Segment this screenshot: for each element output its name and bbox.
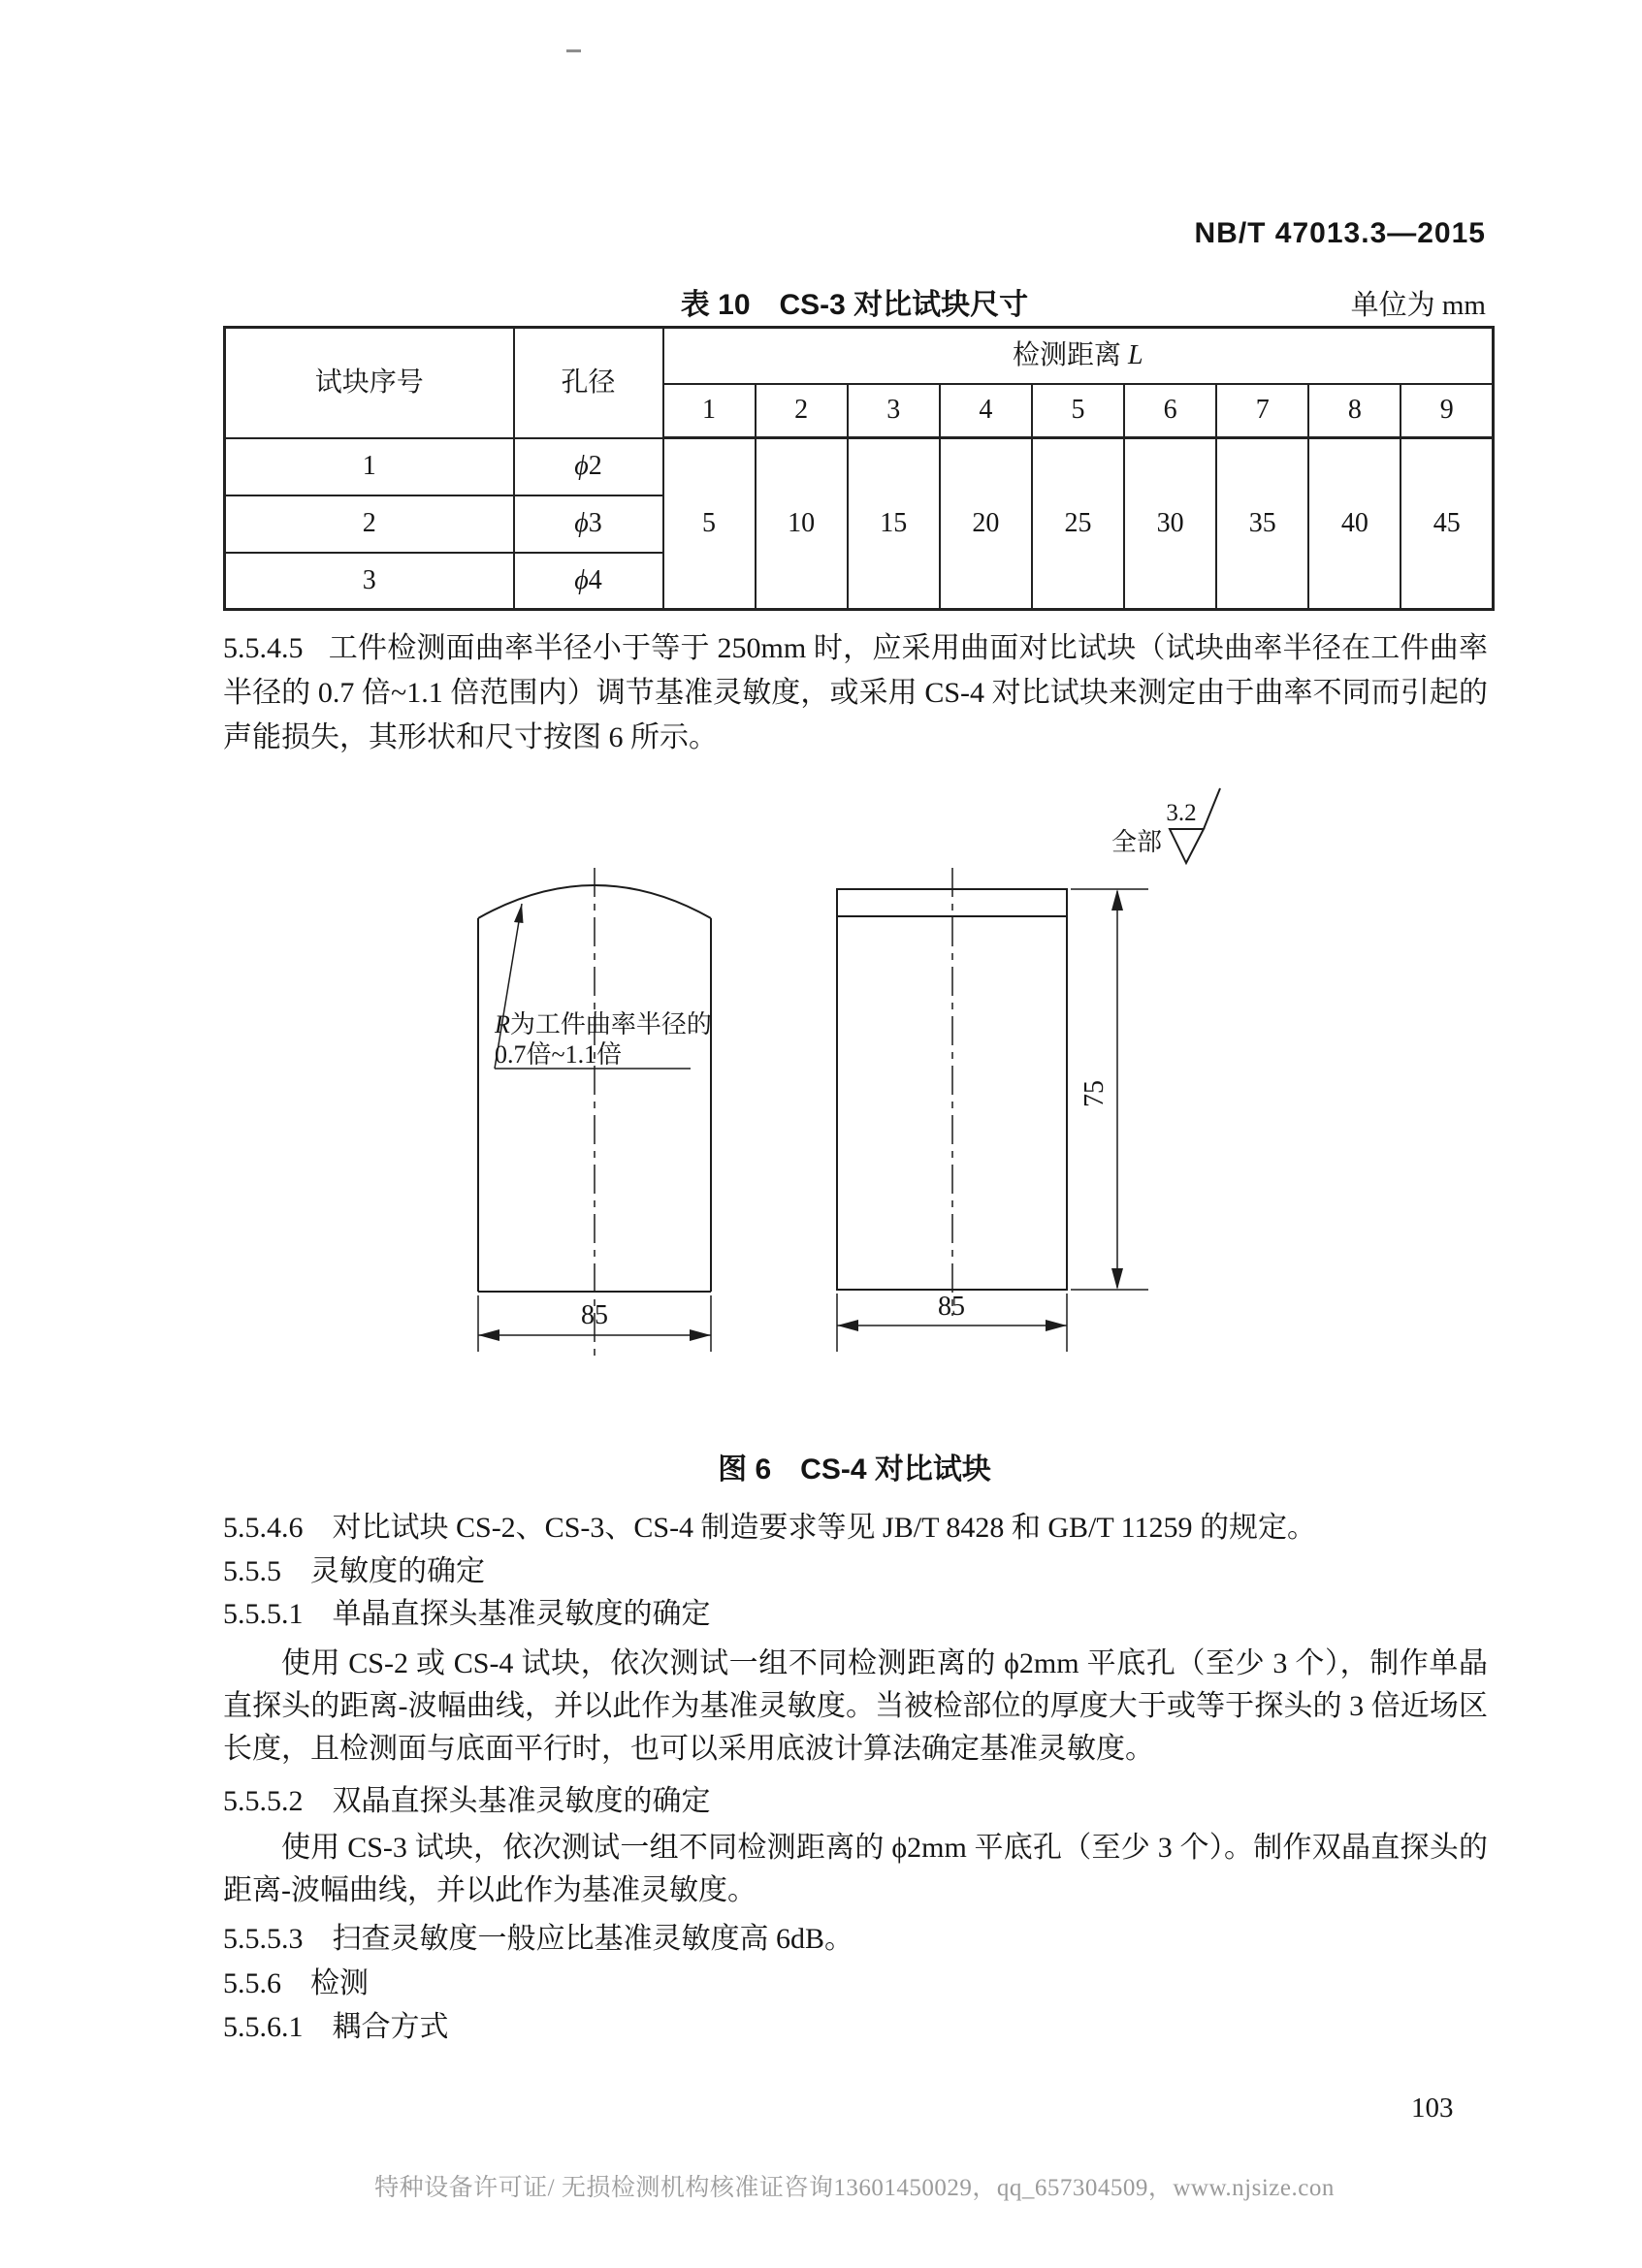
col-header-detection-distance <box>663 328 1494 384</box>
distance-index: 7 <box>1216 384 1308 438</box>
specimen-no-cell: 2 <box>225 495 514 553</box>
clause-number: 5.5.5.1 <box>223 1598 304 1630</box>
clause-text: 检测 <box>310 1967 369 1999</box>
distance-index: 2 <box>756 384 848 438</box>
distance-value-cell: 45 <box>1401 438 1493 610</box>
distance-value-cell: 35 <box>1216 438 1308 610</box>
distance-index: 1 <box>663 384 756 438</box>
footer-watermark: 特种设备许可证/ 无损检测机构核准证咨询13601450029，qq_657304509，www.njsize.con <box>374 2175 1335 2201</box>
clause-number: 5.5.5.3 <box>223 1923 304 1955</box>
phi-symbol: ϕ <box>574 507 589 538</box>
clause-text: 扫查灵敏度一般应比基准灵敏度高 6dB。 <box>332 1923 854 1955</box>
distance-value-cell: 10 <box>756 438 848 610</box>
col-header-hole-diameter: 孔径 <box>514 328 663 438</box>
cs3-block-dimension-table <box>223 326 1495 610</box>
hole-diameter-value: 4 <box>588 564 602 595</box>
clause-5-5-5-1 <box>223 1595 1488 1634</box>
clause-5-5-4-6 <box>223 1509 1488 1548</box>
standard-number-header: NB/T 47013.3—2015 <box>1194 217 1486 249</box>
dim-arrowhead <box>1111 889 1123 910</box>
dim-arrowhead <box>1046 1320 1067 1331</box>
col-header-specimen-no: 试块序号 <box>225 328 514 438</box>
figure-cs4-drawing <box>388 776 1261 1445</box>
unit-note: 单位为 mm <box>1350 290 1486 321</box>
clause-text: 对比试块 CS-2、CS-3、CS-4 制造要求等见 JB/T 8428 和 GB/T 11259 的规定。 <box>332 1512 1317 1544</box>
clause-number: 5.5.5 <box>223 1555 281 1587</box>
figure-caption: 图 6 CS-4 对比试块 <box>718 1453 991 1485</box>
clause-number: 5.5.5.2 <box>223 1785 304 1817</box>
dim-arrowhead <box>1111 1268 1123 1290</box>
distance-index: 8 <box>1308 384 1401 438</box>
clause-5-5-5-3 <box>223 1920 1488 1959</box>
dim-arrowhead <box>690 1329 711 1341</box>
hole-diameter-value: 3 <box>588 507 602 538</box>
clause-text: 灵敏度的确定 <box>310 1555 485 1587</box>
distance-index: 9 <box>1401 384 1493 438</box>
clause-5-5-5-2-body: 使用 CS-3 试块，依次测试一组不同检测距离的 ϕ2mm 平底孔（至少 3 个）。制作双晶直探头的距离-波幅曲线，并以此作为基准灵敏度。 <box>223 1832 1488 1906</box>
clause-number: 5.5.6.1 <box>223 2011 304 2043</box>
clause-5-5-5-2 <box>223 1782 1488 1821</box>
clause-5-5-4-5 <box>223 626 1488 760</box>
specimen-no-cell: 3 <box>225 553 514 610</box>
hole-diameter-value: 2 <box>588 450 602 481</box>
distance-index: 3 <box>848 384 940 438</box>
dim-arrowhead <box>478 1329 499 1341</box>
radius-variable: R <box>495 1010 510 1038</box>
clause-number: 5.5.4.5 <box>223 632 304 664</box>
roughness-scope-label: 全部 <box>1111 828 1163 856</box>
distance-value-cell: 30 <box>1124 438 1216 610</box>
clause-5-5-5 <box>223 1552 1488 1591</box>
scan-artifact-dash <box>566 49 581 52</box>
phi-symbol: ϕ <box>574 450 589 481</box>
clause-text: 单晶直探头基准灵敏度的确定 <box>332 1598 711 1630</box>
clause-text: 双晶直探头基准灵敏度的确定 <box>332 1785 711 1817</box>
specimen-no-cell: 1 <box>225 438 514 495</box>
clause-number: 5.5.6 <box>223 1967 281 1999</box>
height-dim-value: 75 <box>1079 1080 1110 1107</box>
roughness-triangle-icon <box>1170 829 1204 863</box>
radius-leader-arrowhead <box>514 904 524 923</box>
hole-diameter-cell <box>514 553 663 610</box>
roughness-value: 3.2 <box>1166 800 1197 826</box>
distance-value-cell: 25 <box>1032 438 1124 610</box>
distance-value-cell: 20 <box>940 438 1032 610</box>
table-title: 表 10 CS-3 对比试块尺寸 <box>680 289 1029 321</box>
dim-arrowhead <box>837 1320 858 1331</box>
clause-5-5-5-1-body: 使用 CS-2 或 CS-4 试块，依次测试一组不同检测距离的 ϕ2mm 平底孔（至少 3 个），制作单晶直探头的距离-波幅曲线，并以此作为基准灵敏度。当被检部位的厚度大于或等于探头的 3 倍近场区长度，且检测面与底面平行时，也可以采用底波计算法确定基准灵敏度。 <box>223 1647 1488 1765</box>
distance-index: 6 <box>1124 384 1216 438</box>
hole-diameter-cell <box>514 438 663 495</box>
roughness-tail-line <box>1204 788 1220 829</box>
distance-index: 5 <box>1032 384 1124 438</box>
right-width-dim-value: 85 <box>938 1292 965 1322</box>
clause-text: 耦合方式 <box>332 2011 449 2043</box>
radius-note-line2: 0.7倍~1.1倍 <box>495 1040 623 1069</box>
radius-note-text: 为工件曲率半径的 <box>509 1010 712 1038</box>
detection-distance-label: 检测距离 <box>1012 339 1121 370</box>
radius-note-line1 <box>494 1010 712 1038</box>
left-width-dim-value: 85 <box>581 1300 608 1330</box>
distance-value-cell: 5 <box>663 438 756 610</box>
phi-symbol: ϕ <box>574 564 589 595</box>
hole-diameter-cell <box>514 495 663 553</box>
clause-5-5-6 <box>223 1965 1488 2003</box>
table-row <box>225 438 1494 495</box>
page-number: 103 <box>1411 2092 1454 2124</box>
distance-value-cell: 15 <box>848 438 940 610</box>
distance-index: 4 <box>940 384 1032 438</box>
distance-value-cell: 40 <box>1308 438 1401 610</box>
clause-5-5-6-1 <box>223 2008 1488 2047</box>
detection-distance-variable: L <box>1127 339 1143 370</box>
clause-text: 工件检测面曲率半径小于等于 250mm 时，应采用曲面对比试块（试块曲率半径在工件曲率半径的 0.7 倍~1.1 倍范围内）调节基准灵敏度，或采用 CS-4 对比试块来测定由于曲率不同而引起的声能损失，其形状和尺寸按图 6 所示。 <box>223 632 1488 753</box>
clause-number: 5.5.4.6 <box>223 1512 304 1544</box>
